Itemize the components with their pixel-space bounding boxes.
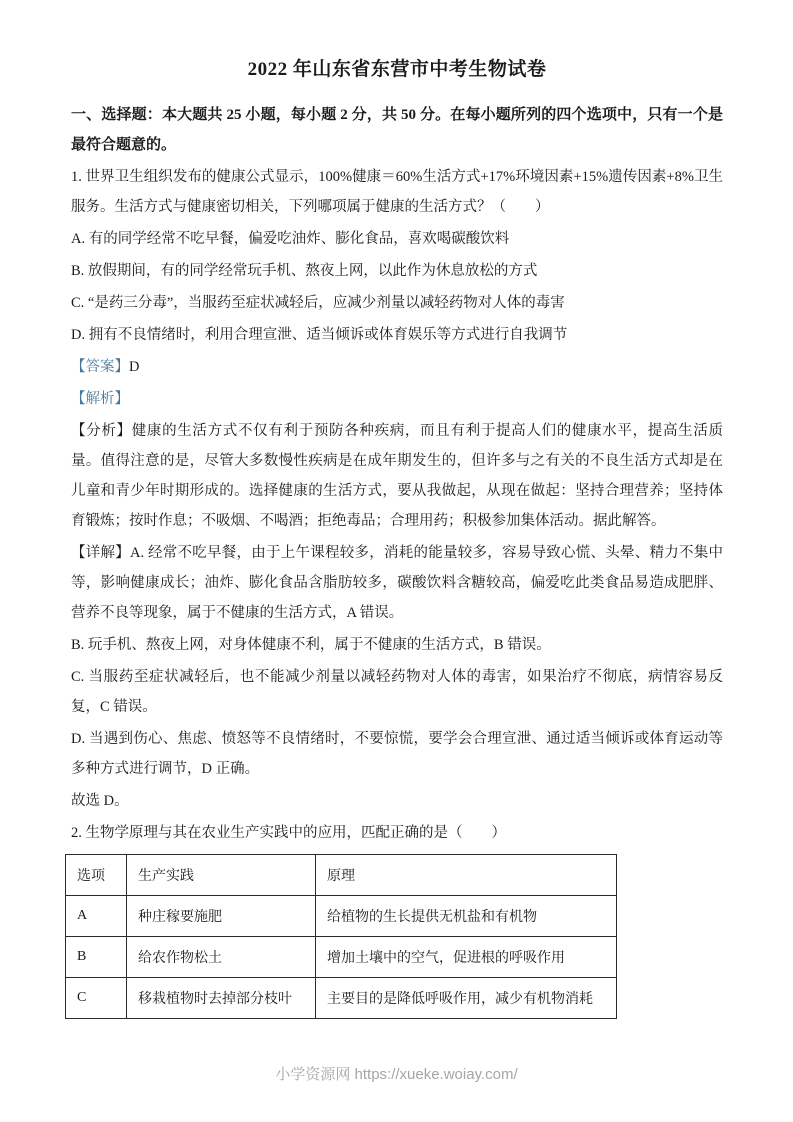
table-row (66, 978, 617, 1019)
question-1-option-b: B. 放假期间，有的同学经常玩手机、熬夜上网，以此作为休息放松的方式 (71, 263, 538, 279)
question-1-option-c: C. “是药三分毒”，当服药至症状减轻后，应减少剂量以减轻药物对人体的毒害 (71, 295, 565, 311)
table-cell-option: A (66, 896, 127, 937)
footer-watermark-text: 小学资源网 https://xueke.woiay.com/ (275, 1066, 518, 1083)
page-title: 2022 年山东省东营市中考生物试卷 (247, 59, 547, 80)
table-header-row (66, 855, 617, 896)
question-1-detail-c: C. 当服药至症状减轻后，也不能减少剂量以减轻药物对人体的毒害，如果治疗不彻底，病情容易反复，C 错误。 (71, 669, 723, 715)
question-1-option-a: A. 有的同学经常不吃早餐，偏爱吃油炸、膨化食品，喜欢喝碳酸饮料 (71, 231, 510, 247)
question-1-conclusion: 故选 D。 (71, 793, 129, 809)
table-cell-practice: 给农作物松土 (127, 937, 316, 978)
table-cell-option: C (66, 978, 127, 1019)
answer-label: 【答案】 (71, 359, 129, 375)
question-1-detail-d: D. 当遇到伤心、焦虑、愤怒等不良情绪时，不要惊慌，要学会合理宣泄、通过适当倾诉或体育运动等多种方式进行调节，D 正确。 (71, 731, 723, 777)
table-row (66, 896, 617, 937)
question-1-analysis-paragraph: 【分析】健康的生活方式不仅有利于预防各种疾病，而且有利于提高人们的健康水平，提高生活质量。值得注意的是，尽管大多数慢性疾病是在成年期发生的，但许多与之有关的不良生活方式却是在儿童和青少年时期形成的。选择健康的生活方式，要从我做起，从现在做起：坚持合理营养；坚持体育锻炼；按时作息；不吸烟、不喝酒；拒绝毒品；合理用药；积极参加集体活动。据此解答。 (71, 423, 723, 529)
table-cell-principle: 主要目的是降低呼吸作用，减少有机物消耗 (316, 978, 617, 1019)
table-cell-principle: 增加土壤中的空气，促进根的呼吸作用 (316, 937, 617, 978)
question-1-analysis-label (71, 384, 723, 414)
section-instructions: 一、选择题：本大题共 25 小题，每小题 2 分，共 50 分。在每小题所列的四个选项中，只有一个是最符合题意的。 (71, 107, 723, 153)
footer-watermark (0, 1064, 793, 1086)
question-1-detail-b: B. 玩手机、熬夜上网，对身体健康不利，属于不健康的生活方式，B 错误。 (71, 637, 551, 653)
table-cell-practice: 移栽植物时去掉部分枝叶 (127, 978, 316, 1019)
question-1-detail-a: 【详解】A. 经常不吃早餐，由于上午课程较多，消耗的能量较多，容易导致心慌、头晕、精力不集中等，影响健康成长；油炸、膨化食品含脂肪较多，碳酸饮料含糖较高，偏爱吃此类食品易造成肥胖、营养不良等现象，属于不健康的生活方式，A 错误。 (71, 545, 723, 621)
question-1-stem: 1. 世界卫生组织发布的健康公式显示，100%健康＝60%生活方式+17%环境因素+15%遗传因素+8%卫生服务。生活方式与健康密切相关，下列哪项属于健康的生活方式？（ ） (71, 169, 723, 215)
table-cell-principle: 给植物的生长提供无机盐和有机物 (316, 896, 617, 937)
answer-value: D (129, 359, 140, 375)
table-header-option: 选项 (66, 855, 127, 896)
question-1-answer-line (71, 352, 723, 382)
table-row (66, 937, 617, 978)
table-header-principle: 原理 (316, 855, 617, 896)
question-1-option-d: D. 拥有不良情绪时，利用合理宣泄、适当倾诉或体育娱乐等方式进行自我调节 (71, 327, 568, 343)
question-2-stem: 2. 生物学原理与其在农业生产实践中的应用，匹配正确的是（ ） (71, 825, 506, 841)
table-header-practice: 生产实践 (127, 855, 316, 896)
table-cell-option: B (66, 937, 127, 978)
question-2-table (65, 854, 617, 1019)
table-cell-practice: 种庄稼要施肥 (127, 896, 316, 937)
analysis-label-text: 【解析】 (71, 391, 129, 407)
